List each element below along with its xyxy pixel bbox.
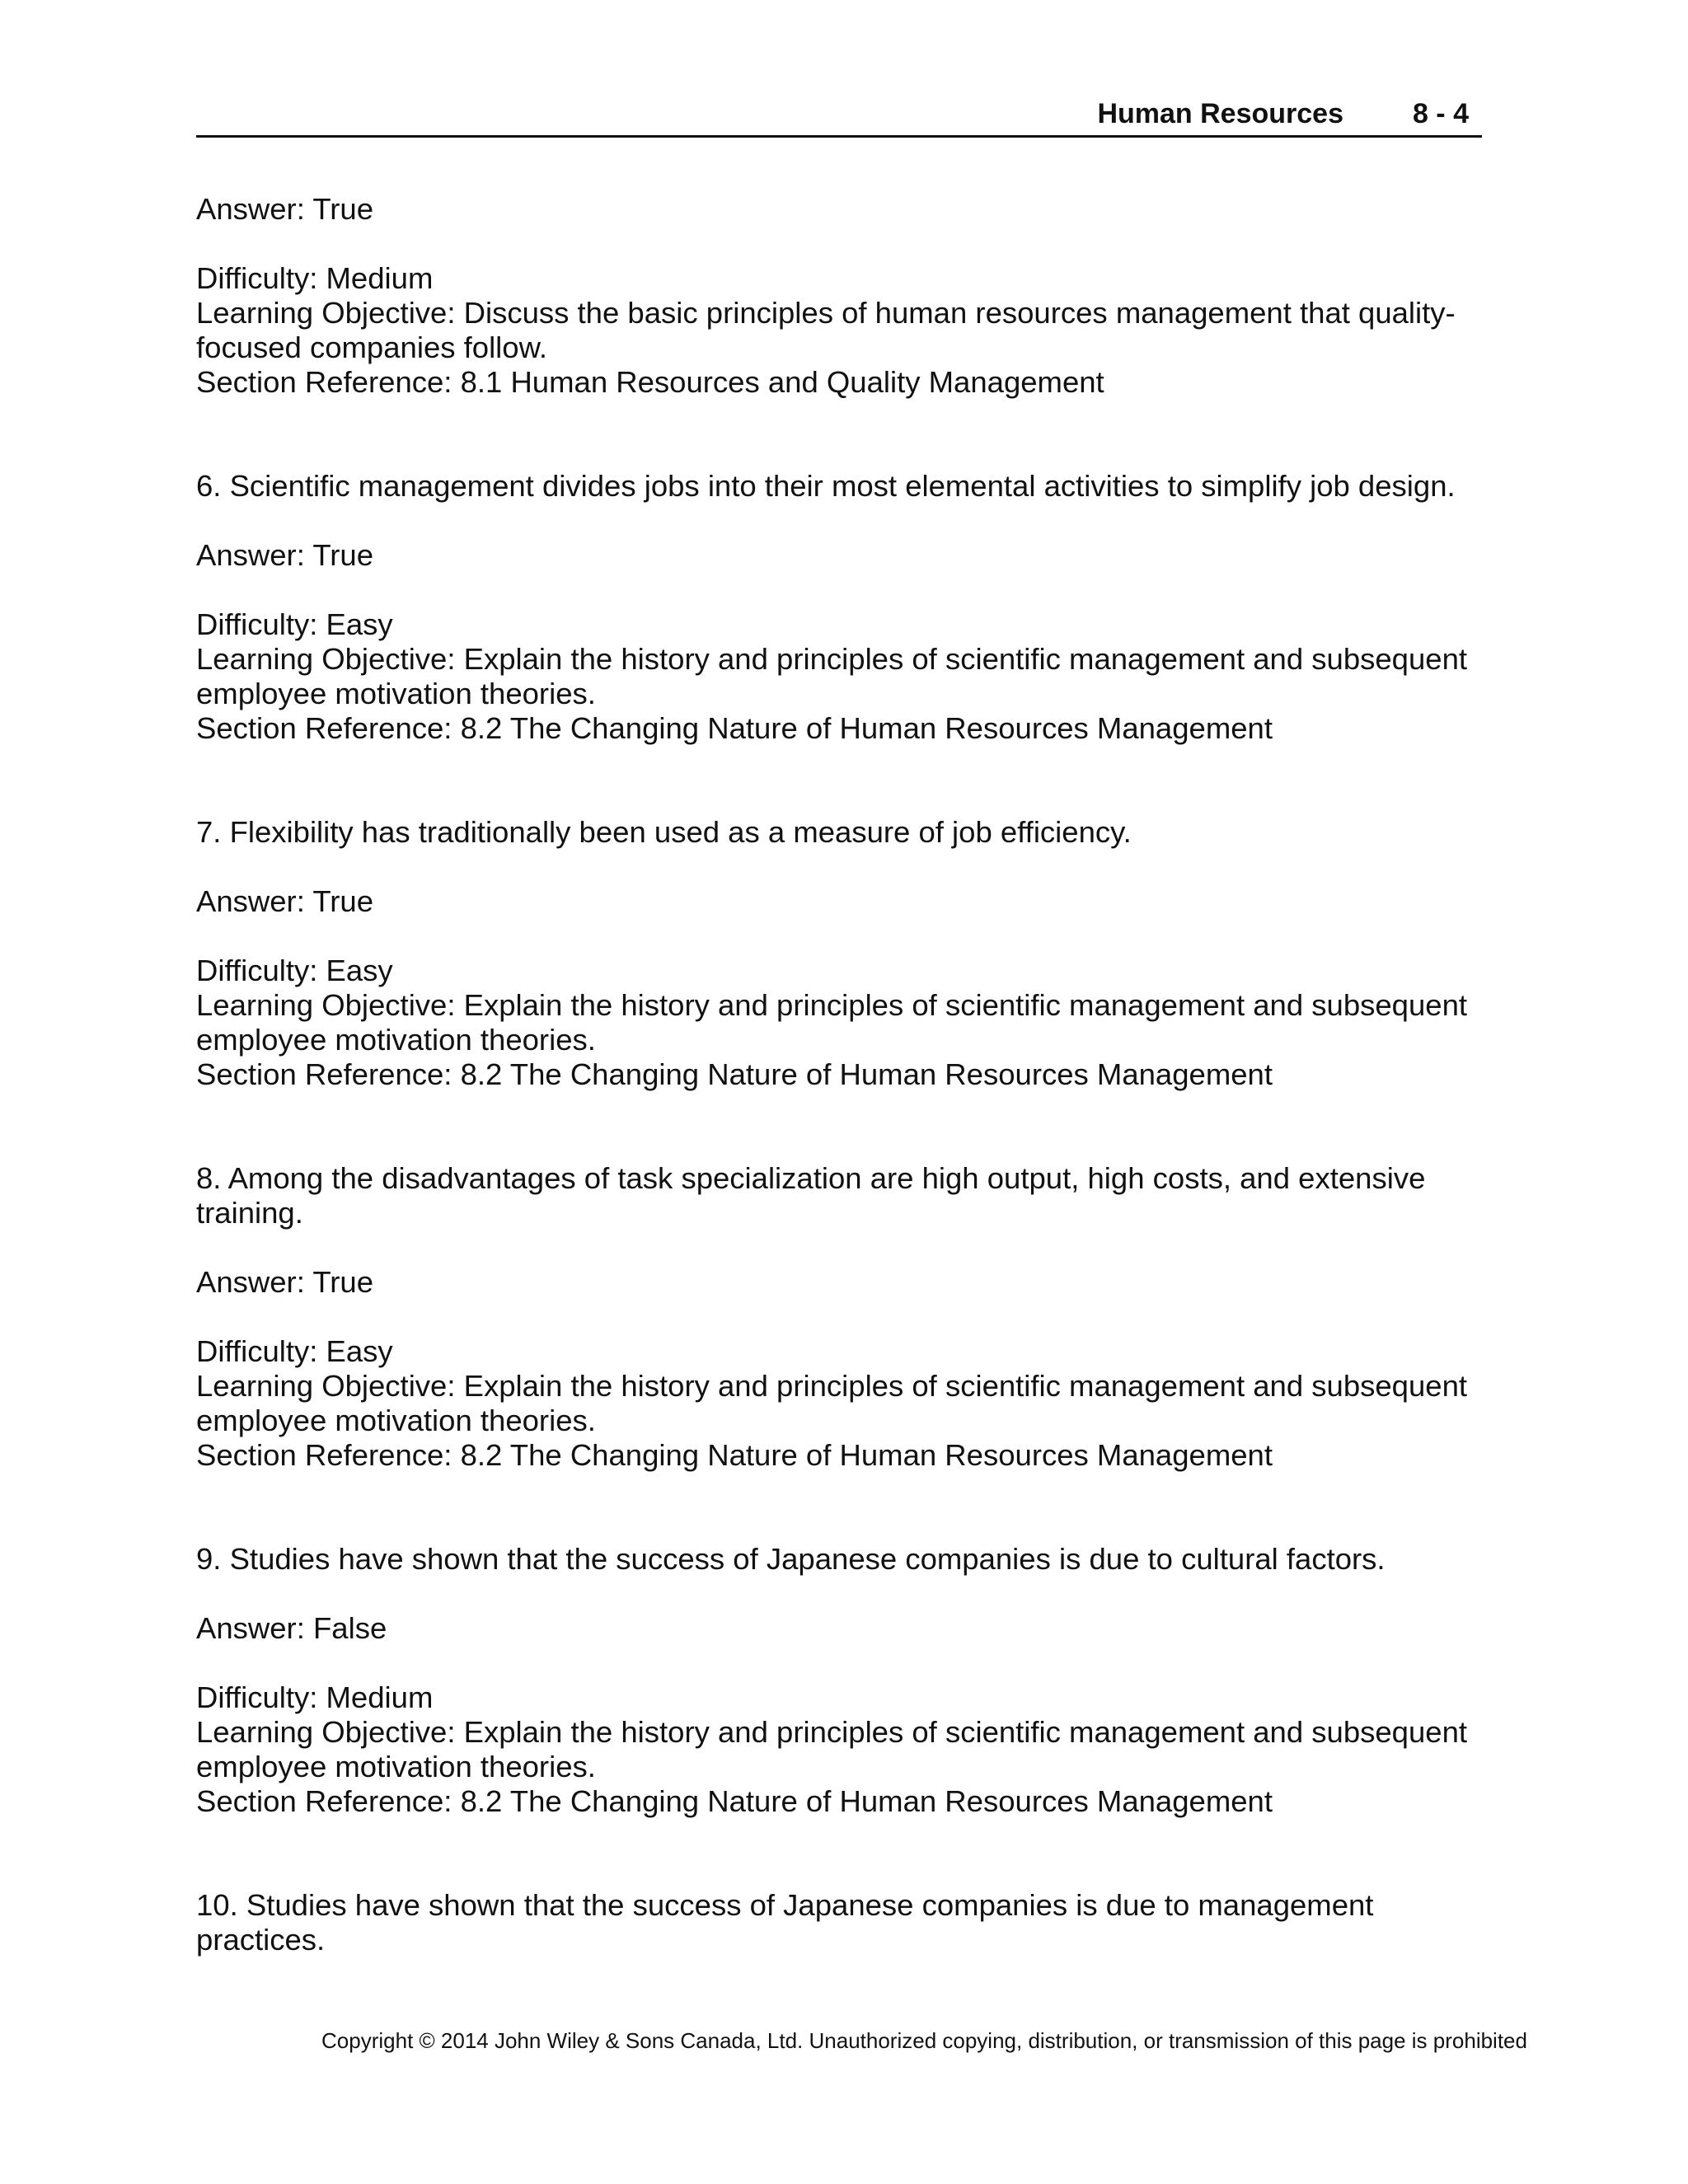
meta-block bbox=[196, 607, 1498, 746]
question-block bbox=[196, 1542, 1498, 1577]
meta-block bbox=[196, 954, 1498, 1092]
question-block bbox=[196, 469, 1498, 504]
question-text: 6. Scientific management divides jobs into their most elemental activities to simplify job design. bbox=[196, 469, 1456, 503]
page-footer bbox=[0, 2027, 1688, 2054]
learning-objective-text-cont: focused companies follow. bbox=[196, 330, 548, 364]
question-text: 7. Flexibility has traditionally been used as a measure of job efficiency. bbox=[196, 815, 1132, 849]
page-content bbox=[196, 192, 1498, 1992]
meta-block bbox=[196, 1334, 1498, 1473]
section-reference-text: Section Reference: 8.2 The Changing Nature of Human Resources Management bbox=[196, 1784, 1273, 1818]
question-block bbox=[196, 1888, 1498, 1957]
learning-objective-text: Learning Objective: Explain the history and principles of scientific management and subsequent bbox=[196, 988, 1468, 1022]
learning-objective-text: Learning Objective: Explain the history and principles of scientific management and subsequent bbox=[196, 1369, 1468, 1403]
learning-objective-text-cont: employee motivation theories. bbox=[196, 677, 596, 710]
learning-objective-text: Learning Objective: Discuss the basic principles of human resources management that quality- bbox=[196, 296, 1456, 330]
meta-block bbox=[196, 1680, 1498, 1819]
learning-objective-text-cont: employee motivation theories. bbox=[196, 1023, 596, 1057]
section-reference-text: Section Reference: 8.2 The Changing Nature of Human Resources Management bbox=[196, 1438, 1273, 1472]
learning-objective-text-cont: employee motivation theories. bbox=[196, 1404, 596, 1437]
header-title: Human Resources bbox=[1097, 98, 1343, 129]
answer-text: Answer: False bbox=[196, 1611, 387, 1645]
answer-block bbox=[196, 1611, 1498, 1646]
difficulty-text: Difficulty: Easy bbox=[196, 607, 393, 641]
question-text-cont: practices. bbox=[196, 1923, 326, 1957]
section-reference-text: Section Reference: 8.1 Human Resources and Quality Management bbox=[196, 365, 1104, 399]
meta-block bbox=[196, 261, 1498, 400]
question-text-cont: training. bbox=[196, 1196, 303, 1230]
page-header bbox=[196, 97, 1482, 138]
difficulty-text: Difficulty: Easy bbox=[196, 1334, 393, 1368]
question-text: 8. Among the disadvantages of task specialization are high output, high costs, and extensive bbox=[196, 1161, 1426, 1195]
answer-text: Answer: True bbox=[196, 192, 374, 226]
learning-objective-text: Learning Objective: Explain the history and principles of scientific management and subsequent bbox=[196, 642, 1468, 676]
answer-block bbox=[196, 192, 1498, 227]
answer-text: Answer: True bbox=[196, 538, 374, 572]
difficulty-text: Difficulty: Easy bbox=[196, 954, 393, 987]
answer-block bbox=[196, 1265, 1498, 1300]
question-text: 10. Studies have shown that the success of Japanese companies is due to management bbox=[196, 1888, 1374, 1922]
section-reference-text: Section Reference: 8.2 The Changing Nature of Human Resources Management bbox=[196, 1057, 1273, 1091]
answer-block bbox=[196, 884, 1498, 919]
learning-objective-text: Learning Objective: Explain the history and principles of scientific management and subsequent bbox=[196, 1715, 1468, 1749]
difficulty-text: Difficulty: Medium bbox=[196, 1680, 434, 1714]
question-block bbox=[196, 1161, 1498, 1230]
question-text: 9. Studies have shown that the success of Japanese companies is due to cultural factors. bbox=[196, 1542, 1386, 1576]
learning-objective-text-cont: employee motivation theories. bbox=[196, 1750, 596, 1783]
header-page-number: 8 - 4 bbox=[1412, 98, 1469, 129]
answer-text: Answer: True bbox=[196, 884, 374, 918]
question-block bbox=[196, 815, 1498, 850]
answer-block bbox=[196, 538, 1498, 573]
section-reference-text: Section Reference: 8.2 The Changing Nature of Human Resources Management bbox=[196, 711, 1273, 745]
difficulty-text: Difficulty: Medium bbox=[196, 261, 434, 295]
copyright-text: Copyright © 2014 John Wiley & Sons Canada, Ltd. Unauthorized copying, distribution, or transmission of this page is prohibited bbox=[321, 2028, 1527, 2053]
answer-text: Answer: True bbox=[196, 1265, 374, 1299]
